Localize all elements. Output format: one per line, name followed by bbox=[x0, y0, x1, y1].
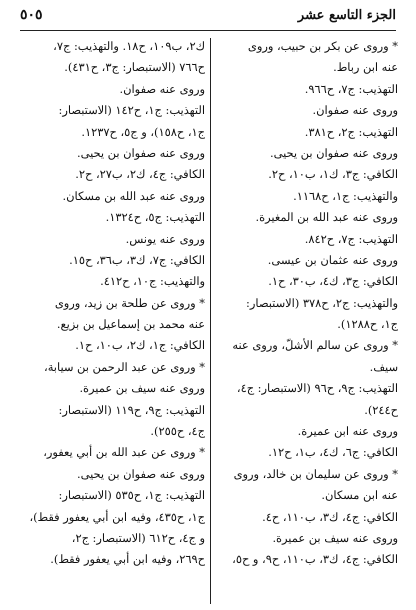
text-line: عنه ابن مسكان. bbox=[321, 488, 398, 503]
text-line: التهذيب: ج٢، ح٣٨١. bbox=[304, 124, 398, 139]
text-line: ك٢، ب١٠٩، ح١٨. والتهذيب: ج٧، bbox=[53, 39, 205, 53]
text-line: وروى عنه يونس. bbox=[125, 231, 205, 246]
text-line: التهذيب: ج١، ح١٤٢ (الاستبصار: bbox=[58, 103, 205, 118]
left-text-column bbox=[20, 36, 205, 571]
text-line: الكافي: ج٧، ك٣، ب٣٦، ح١٥. bbox=[69, 252, 205, 267]
text-line: التهذيب: ج٥، ح١٣٢٤. bbox=[105, 210, 205, 225]
text-line: وروى عنه عبد الله بن مسكان. bbox=[62, 188, 205, 203]
right-text-column bbox=[213, 36, 398, 571]
text-line: وروى عنه ابن عميرة. bbox=[297, 424, 398, 439]
text-line: والتهذيب: ج١، ح١١٦٨. bbox=[293, 188, 398, 203]
text-line: * وروى عن بكر بن حبيب، وروى bbox=[247, 39, 398, 53]
text-line: الكافي: ج٦، ك٤، ب١، ح١٢. bbox=[268, 445, 398, 460]
page-number: ٥٠٥ bbox=[20, 7, 43, 23]
text-line: ج٤، ح٢٥٥). bbox=[150, 424, 205, 439]
text-line: ج١، ح١٢٨٨). bbox=[337, 317, 398, 332]
text-line: ح٢٦٩، وفيه ابن أبي يعفور فقط). bbox=[50, 552, 205, 567]
text-line: * وروى عن عبد الله بن أبي يعفور، bbox=[43, 445, 205, 460]
text-line: التهذيب: ج٩، ح٩٦ (الاستبصار: ج٤، bbox=[236, 381, 398, 396]
text-line: وروى عنه عبد الله بن المغيرة. bbox=[255, 210, 398, 225]
text-line: وروى عنه سيف بن عميرة. bbox=[79, 381, 205, 396]
text-line: وروى عنه عثمان بن عيسى. bbox=[267, 252, 398, 267]
text-line: سيف. bbox=[369, 359, 398, 374]
text-line: * وروى عن عبد الرحمن بن سيابة، bbox=[44, 359, 205, 374]
text-line: التهذيب: ج٧، ح٩٦٦. bbox=[304, 81, 398, 96]
column-divider bbox=[210, 38, 211, 604]
text-line: * وروى عن سالم الأشلّ، وروى عنه bbox=[232, 338, 398, 353]
text-line: * وروى عن طلحة بن زيد، وروى bbox=[54, 295, 205, 310]
text-line: الكافي: ج٤، ك٣، ب١١٠، ح٤. bbox=[262, 509, 398, 524]
text-line: الكافي: ج٤، ك٣، ب١١٠، ح٩، و ح٥، bbox=[232, 552, 398, 567]
text-line: وروى عنه صفوان بن يحيى. bbox=[269, 145, 398, 160]
text-line: الكافي: ج١، ك٢، ب١٠، ح١. bbox=[75, 338, 205, 353]
text-line: الكافي: ج٣، ك١، ب١٠، ح٢. bbox=[268, 167, 398, 182]
text-line: ح٧٦٦ (الاستبصار: ج٣، ح٤٣١). bbox=[64, 60, 205, 75]
text-line: والتهذيب: ج١٠، ح٤١٢. bbox=[100, 274, 205, 289]
text-line: الكافي: ج٤، ك٢، ب٢٧، ح٢. bbox=[75, 167, 205, 182]
text-line: وروى عنه صفوان. bbox=[119, 81, 205, 96]
text-line: وروى عنه سيف بن عميرة. bbox=[272, 530, 398, 545]
text-line: ح٢٤٤). bbox=[364, 402, 398, 417]
text-line: ج١، ح٤٣٥، وفيه ابن أبي يعفور فقط)، bbox=[29, 509, 205, 524]
text-line: وروى عنه صفوان بن يحيى. bbox=[76, 466, 205, 481]
text-line: الكافي: ج٣، ك٤، ب٣٠، ح١. bbox=[268, 274, 398, 289]
text-line: ج١، ح١٥٨)، و ج٥، ح١٢٣٧. bbox=[81, 124, 205, 139]
text-line: التهذيب: ج٩، ح١١٩ (الاستبصار: bbox=[58, 402, 205, 417]
text-line: والتهذيب: ج٢، ح٣٧٨ (الاستبصار: bbox=[246, 295, 398, 310]
text-line: وروى عنه صفوان. bbox=[312, 103, 398, 118]
page-header bbox=[20, 6, 396, 31]
text-line: عنه ابن رباط. bbox=[333, 60, 398, 75]
text-line: و ج٤، ح٦١٢ (الاستبصار: ج٢، bbox=[71, 530, 205, 545]
volume-title: الجزء التاسع عشر bbox=[297, 8, 396, 23]
text-line: وروى عنه صفوان بن يحيى. bbox=[76, 145, 205, 160]
text-line: التهذيب: ج١، ح٥٣٥ (الاستبصار: bbox=[58, 488, 205, 503]
text-line: التهذيب: ج٧، ح٨٤٢. bbox=[304, 231, 398, 246]
text-line: * وروى عن سليمان بن خالد، وروى bbox=[233, 466, 398, 481]
text-line: عنه محمد بن إسماعيل بن بزيع. bbox=[56, 317, 205, 332]
